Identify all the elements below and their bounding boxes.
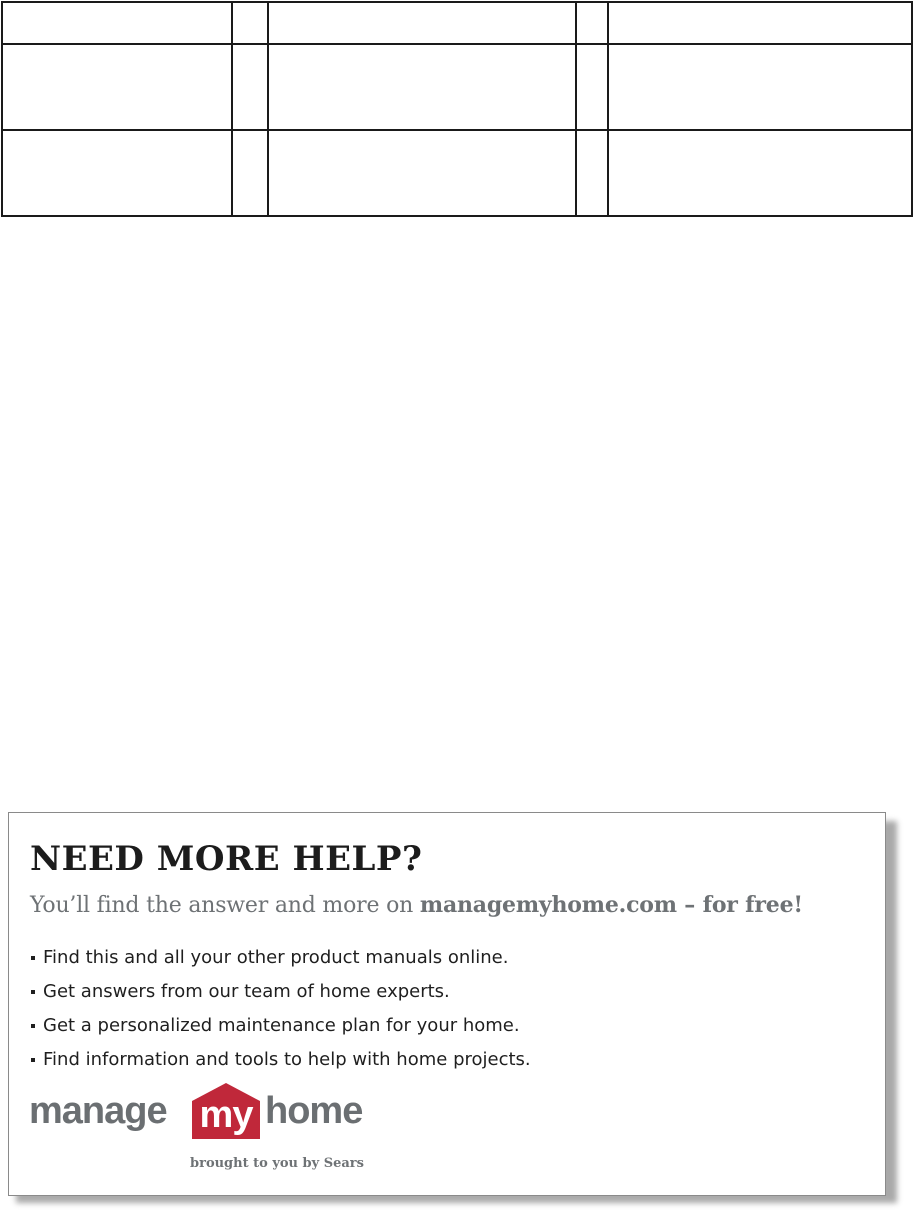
table-cell bbox=[268, 44, 576, 130]
logo-tagline: brought to you by Sears bbox=[190, 1156, 364, 1171]
table-cell bbox=[2, 130, 232, 216]
list-item-text: Get answers from our team of home experts. bbox=[43, 981, 450, 1002]
table-cell bbox=[2, 44, 232, 130]
table-cell bbox=[576, 2, 608, 44]
list-item bbox=[30, 1043, 531, 1077]
table-cell bbox=[576, 130, 608, 216]
empty-grid-table bbox=[1, 1, 913, 217]
manage-my-home-logo bbox=[29, 1083, 389, 1143]
table-cell bbox=[608, 130, 912, 216]
list-item bbox=[30, 975, 531, 1009]
help-subtitle-link[interactable]: managemyhome.com – for free! bbox=[419, 892, 803, 918]
list-item bbox=[30, 1009, 531, 1043]
table-cell bbox=[232, 130, 268, 216]
list-item bbox=[30, 941, 531, 975]
list-item-text: Find this and all your other product manuals online. bbox=[43, 947, 509, 968]
table-cell bbox=[232, 2, 268, 44]
logo-word-manage: manage bbox=[29, 1090, 167, 1132]
table-cell bbox=[608, 44, 912, 130]
bullet-icon bbox=[31, 990, 35, 994]
logo-word-my: my bbox=[199, 1094, 253, 1136]
bullet-icon bbox=[31, 1024, 35, 1028]
table-cell bbox=[576, 44, 608, 130]
list-item-text: Get a personalized maintenance plan for your home. bbox=[43, 1015, 520, 1036]
table-cell bbox=[232, 44, 268, 130]
table-cell bbox=[268, 130, 576, 216]
table-cell bbox=[608, 2, 912, 44]
table-row bbox=[2, 130, 912, 216]
list-item-text: Find information and tools to help with home projects. bbox=[43, 1049, 531, 1070]
house-icon bbox=[192, 1083, 260, 1139]
table-cell bbox=[268, 2, 576, 44]
help-benefits-list bbox=[30, 941, 531, 1077]
bullet-icon bbox=[31, 1058, 35, 1062]
help-subtitle bbox=[30, 891, 803, 920]
help-subtitle-text: You’ll find the answer and more on bbox=[30, 893, 420, 918]
table-cell bbox=[2, 2, 232, 44]
logo-word-home: home bbox=[265, 1090, 363, 1132]
bullet-icon bbox=[31, 956, 35, 960]
table-row bbox=[2, 44, 912, 130]
need-more-help-panel bbox=[8, 812, 886, 1196]
table-header-row bbox=[2, 2, 912, 44]
help-title: NEED MORE HELP? bbox=[30, 839, 423, 879]
